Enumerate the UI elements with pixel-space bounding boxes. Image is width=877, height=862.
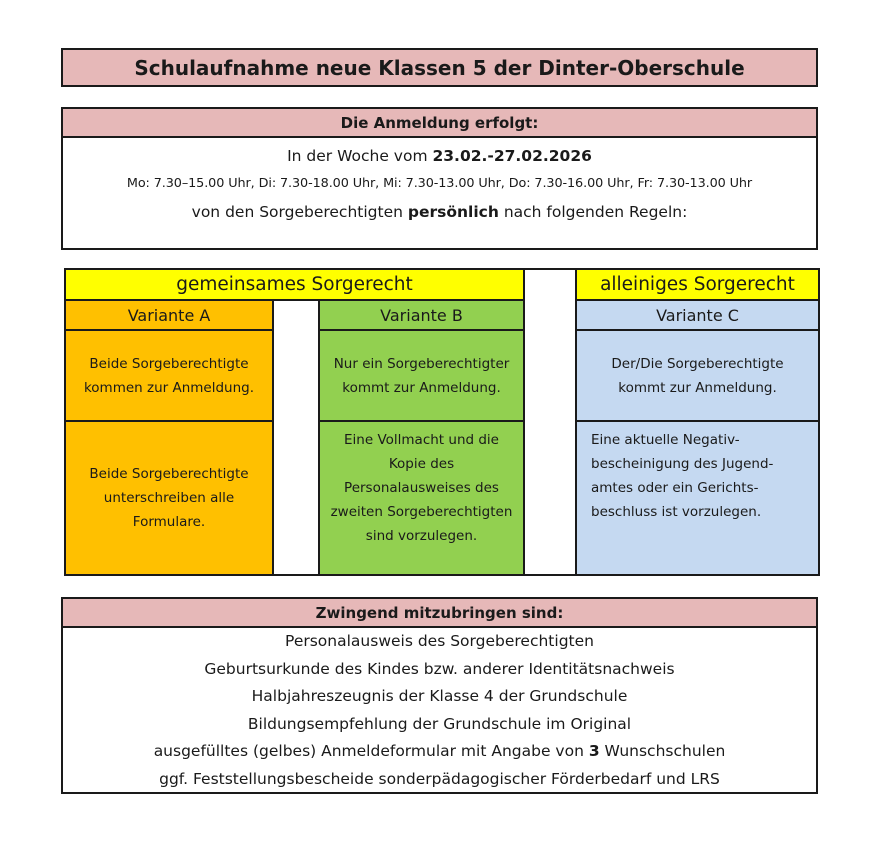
variant-c-label: Variante C — [575, 301, 818, 331]
registration-rules-prefix: von den Sorgeberechtigten — [191, 203, 408, 221]
required-documents-heading: Zwingend mitzubringen sind: — [63, 599, 816, 628]
form-item-suffix: Wunschschulen — [599, 742, 726, 760]
list-item: Geburtsurkunde des Kindes bzw. anderer Identitätsnachweis — [204, 659, 675, 678]
list-item: Bildungsempfehlung der Grundschule im Original — [247, 714, 632, 733]
list-item: Personalausweis des Sorgeberechtigten — [285, 632, 594, 650]
registration-hours: Mo: 7.30–15.00 Uhr, Di: 7.30-18.00 Uhr, Mi: 7.30-13.00 Uhr, Do: 7.30-16.00 Uhr, Fr: 7.30-13.00 Uhr — [126, 176, 753, 191]
list-item: ggf. Feststellungsbescheide sonderpädagogischer Förderbedarf und LRS — [159, 769, 720, 788]
page-title: Schulaufnahme neue Klassen 5 der Dinter-Oberschule — [134, 55, 745, 80]
variant-c-row1: Der/Die Sorgeberechtigte kommt zur Anmeldung. — [575, 331, 818, 422]
spacer-column-right — [523, 270, 575, 574]
registration-week-prefix: In der Woche vom — [287, 147, 433, 165]
variant-b-row2: Eine Vollmacht und die Kopie des Personalausweises des zweiten Sorgeberechtigten sind vorzulegen. — [318, 422, 523, 574]
variant-a-label: Variante A — [66, 301, 272, 331]
variant-b-row1: Nur ein Sorgeberechtigter kommt zur Anmeldung. — [318, 331, 523, 422]
form-item-count: 3 — [588, 742, 600, 760]
list-item: Halbjahreszeugnis der Klasse 4 der Grundschule — [251, 687, 628, 705]
title-box — [61, 48, 818, 87]
joint-custody-header: gemeinsames Sorgerecht — [66, 270, 523, 301]
variant-a-row1: Beide Sorgeberechtigte kommen zur Anmeldung. — [66, 331, 272, 422]
registration-rules-bold: persönlich — [407, 203, 499, 221]
sole-custody-header: alleiniges Sorgerecht — [575, 270, 818, 301]
registration-heading: Die Anmeldung erfolgt: — [63, 109, 816, 138]
variant-a-row2: Beide Sorgeberechtigte unterschreiben alle Formulare. — [66, 422, 272, 574]
variant-c-row2: Eine aktuelle Negativ-bescheinigung des Jugend-amtes oder ein Gerichts-beschluss ist vorzulegen. — [575, 422, 818, 574]
required-documents-box — [61, 597, 818, 794]
spacer-column-left — [272, 301, 320, 574]
registration-week — [63, 147, 816, 165]
variant-b-label: Variante B — [318, 301, 523, 331]
form-item-prefix: ausgefülltes (gelbes) Anmeldeformular mit Angabe von — [153, 742, 589, 760]
registration-box — [61, 107, 818, 250]
registration-rules — [63, 203, 816, 221]
required-documents-list — [63, 628, 816, 793]
list-item — [63, 738, 816, 766]
registration-week-dates: 23.02.-27.02.2026 — [432, 147, 592, 165]
registration-rules-suffix: nach folgenden Regeln: — [498, 203, 688, 221]
custody-table — [64, 268, 820, 576]
